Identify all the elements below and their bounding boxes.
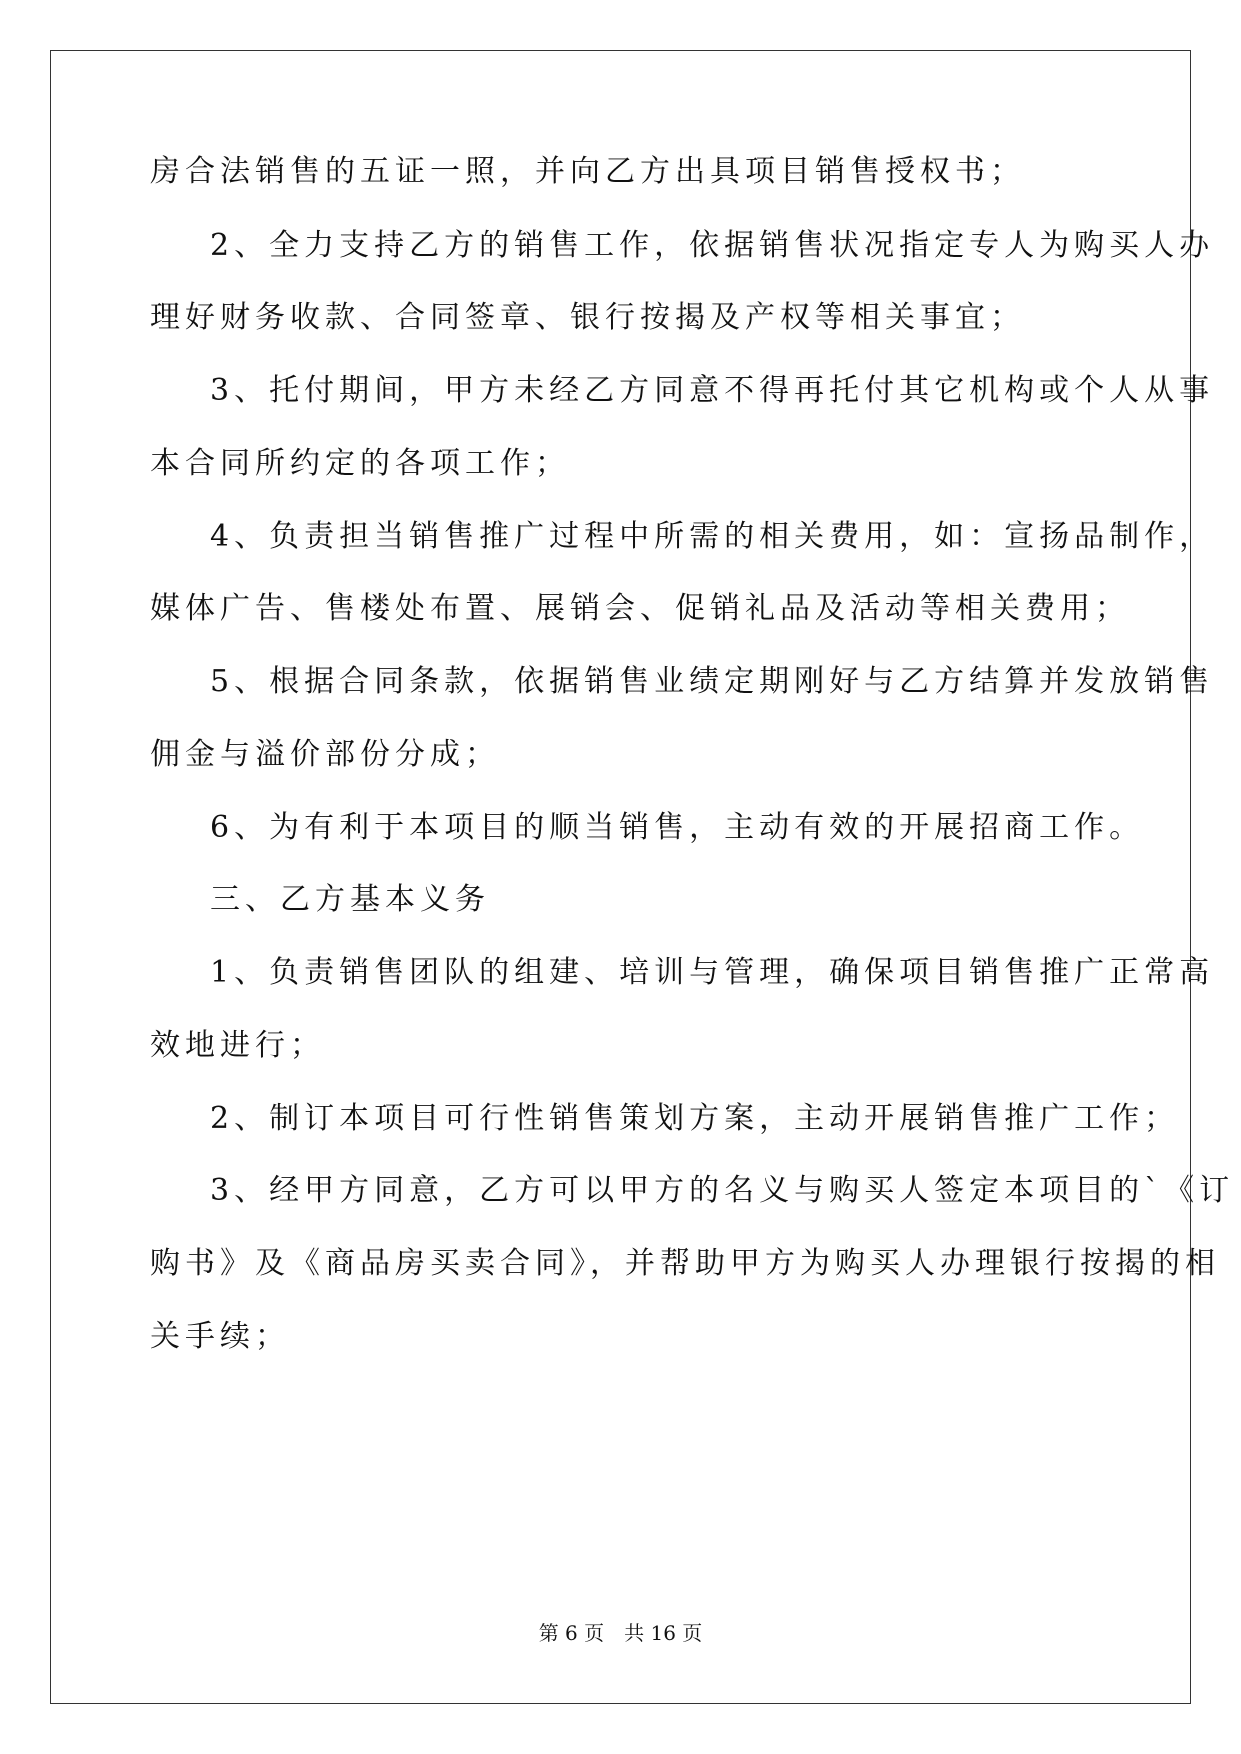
text-line-15: 3、经甲方同意，乙方可以甲方的名义与购买人签定本项目的`《订 xyxy=(210,1173,1235,1208)
text-line-14: 2、制订本项目可行性销售策划方案，主动开展销售推广工作； xyxy=(210,1101,1180,1136)
text-line-6: 4、负责担当销售推广过程中所需的相关费用，如：宣扬品制作， xyxy=(210,519,1215,554)
text-line-5: 本合同所约定的各项工作； xyxy=(150,446,570,481)
text-line-16: 购书》及《商品房买卖合同》，并帮助甲方为购买人办理银行按揭的相 xyxy=(150,1246,1220,1281)
text-line-1: 房合法销售的五证一照，并向乙方出具项目销售授权书； xyxy=(150,154,1025,189)
text-line-4: 3、托付期间，甲方未经乙方同意不得再托付其它机构或个人从事 xyxy=(210,373,1215,408)
text-line-8: 5、根据合同条款，依据销售业绩定期刚好与乙方结算并发放销售 xyxy=(210,664,1215,699)
text-line-3: 理好财务收款、合同签章、银行按揭及产权等相关事宜； xyxy=(150,300,1025,335)
text-line-12: 1、负责销售团队的组建、培训与管理，确保项目销售推广正常高 xyxy=(210,955,1215,990)
section-heading: 三、乙方基本义务 xyxy=(210,882,490,917)
page-number-label: 第 6 页 共 16 页 xyxy=(538,1621,703,1645)
text-line-13: 效地进行； xyxy=(150,1028,325,1063)
text-line-2: 2、全力支持乙方的销售工作，依据销售状况指定专人为购买人办 xyxy=(210,228,1215,263)
text-line-10: 6、为有利于本项目的顺当销售，主动有效的开展招商工作。 xyxy=(210,810,1145,845)
page-footer xyxy=(0,1620,1241,1646)
text-line-7: 媒体广告、售楼处布置、展销会、促销礼品及活动等相关费用； xyxy=(150,591,1130,626)
text-line-9: 佣金与溢价部份分成； xyxy=(150,737,500,772)
text-line-17: 关手续； xyxy=(150,1319,290,1354)
